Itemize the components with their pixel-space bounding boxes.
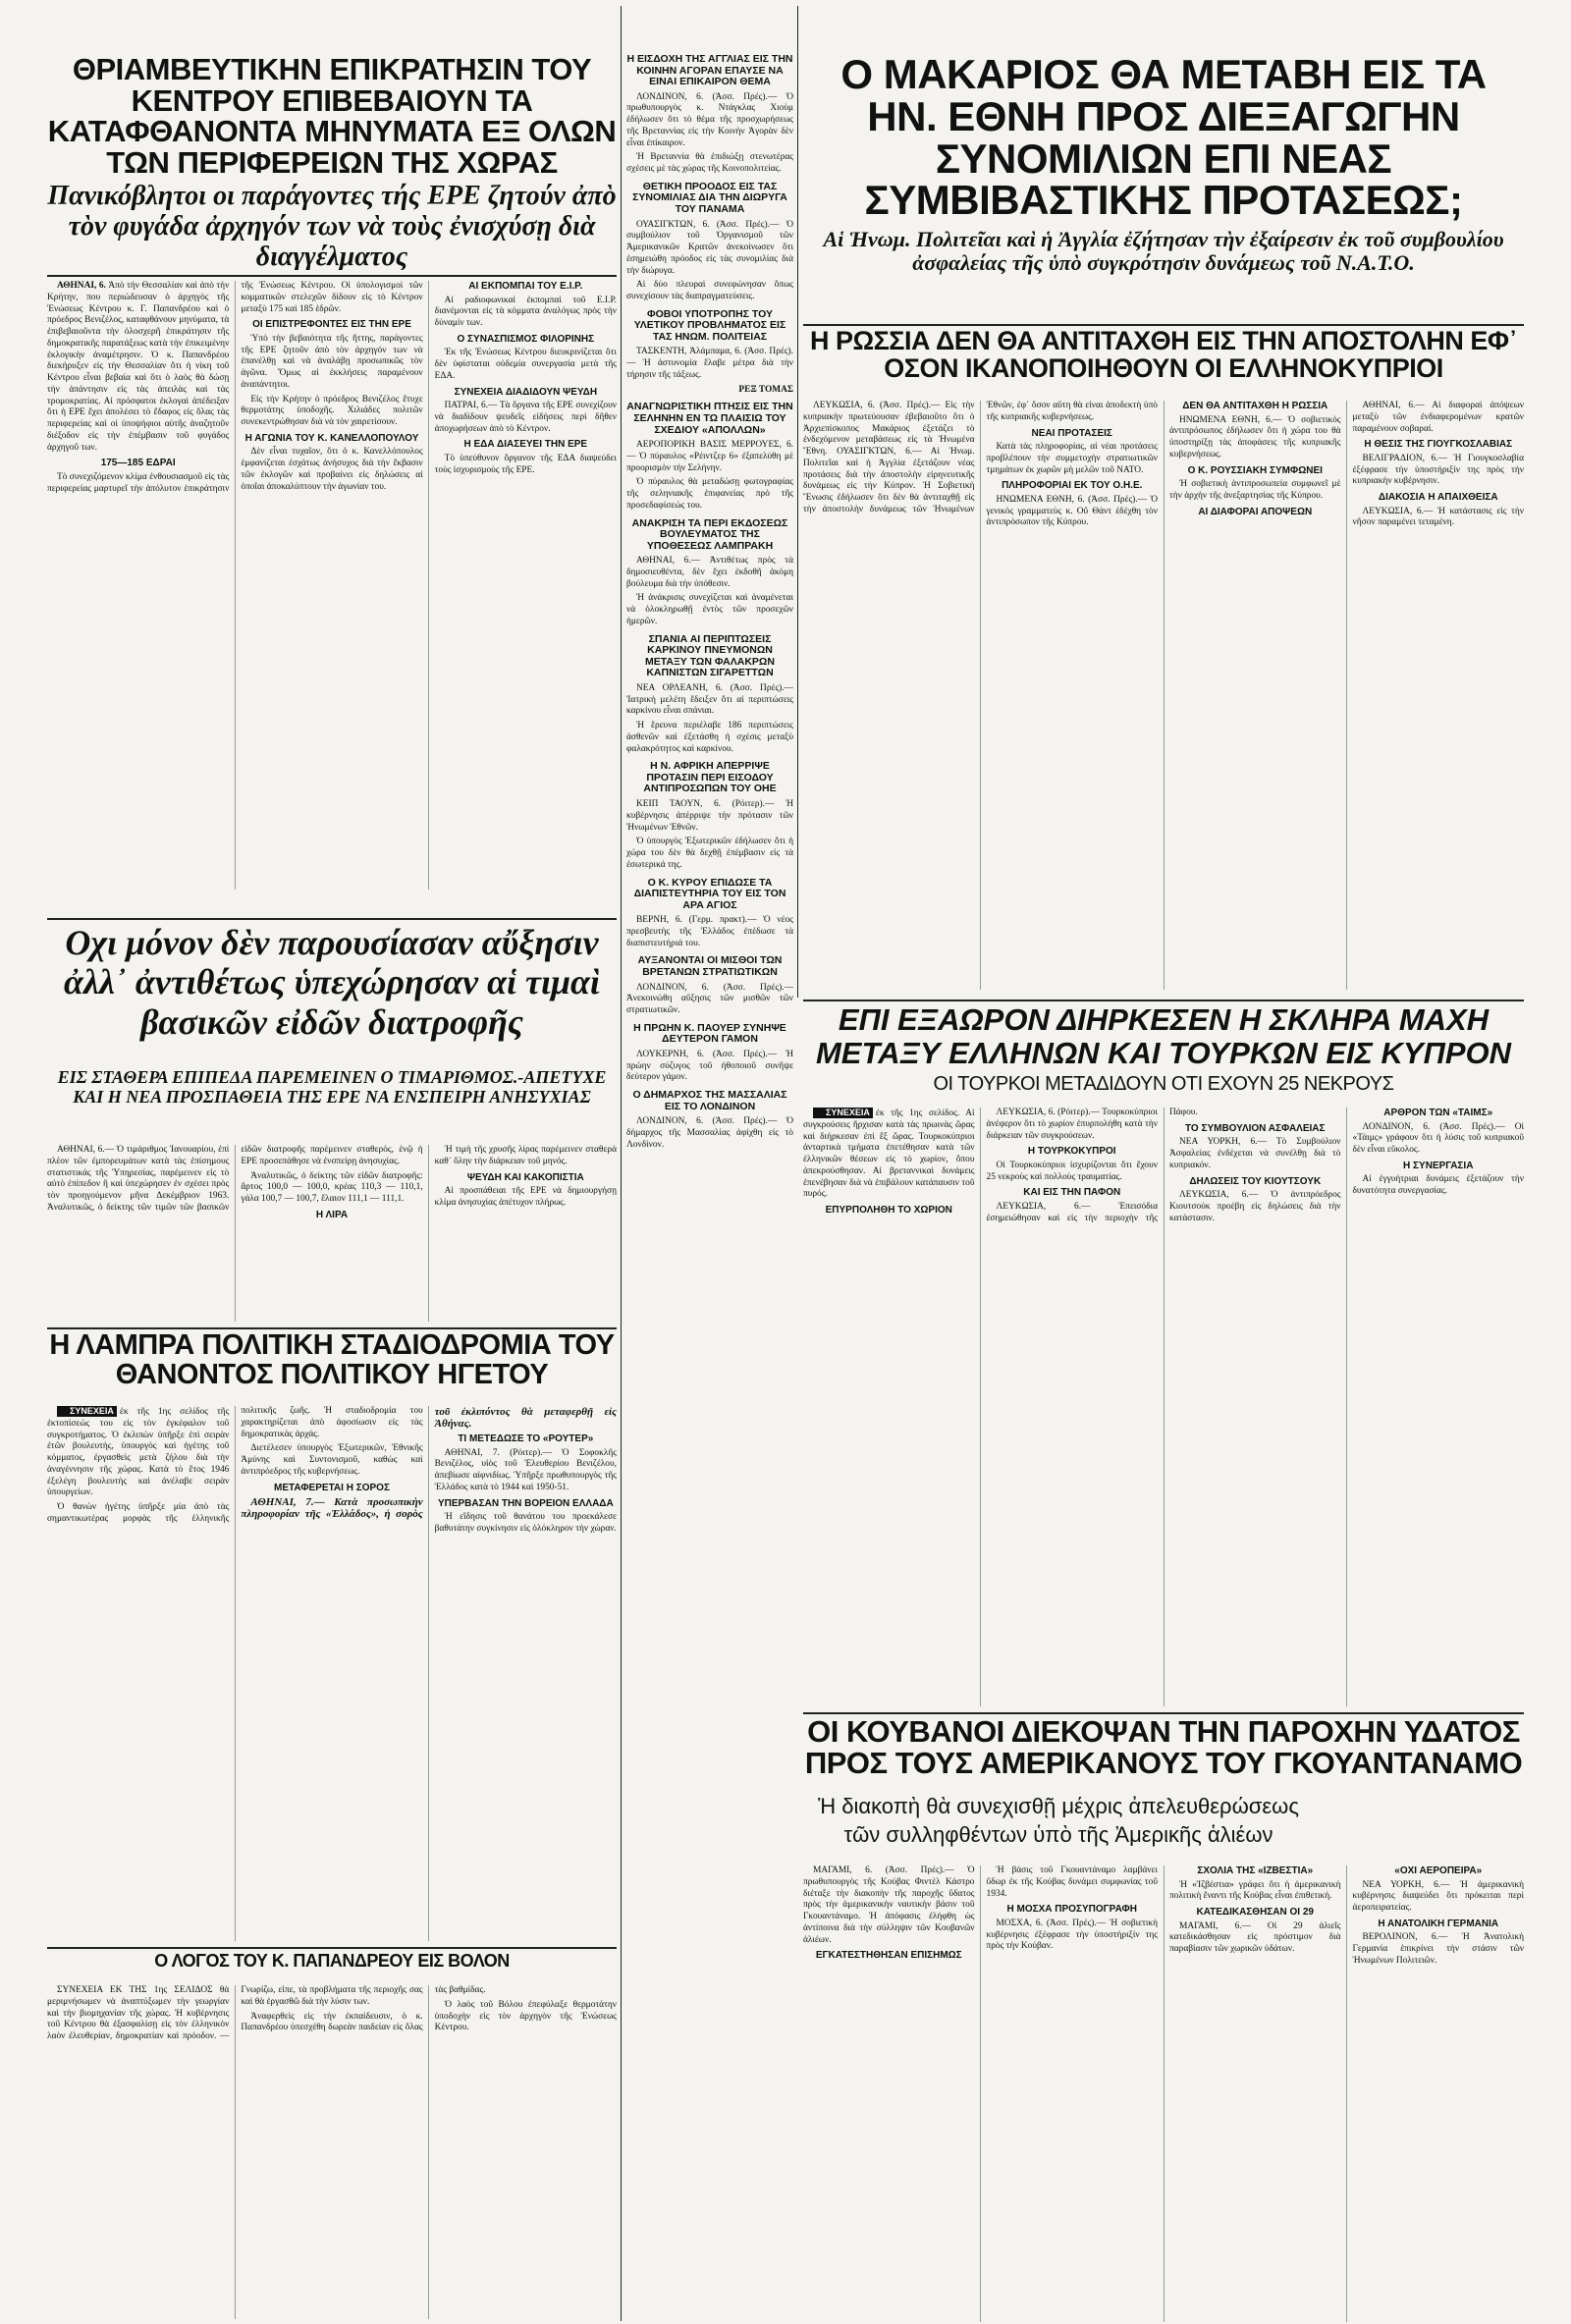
afriki-text: ΚΕΙΠ ΤΑΟΥΝ, 6. (Ρόιτερ).— Ἡ κυβέρνησις ἀπέρριψε τὴν πρότασιν τῶν Ἡνωμένων Ἐθνῶν. [626, 799, 793, 833]
section-heading: ΟΙ ΕΠΙΣΤΡΕΦΟΝΤΕΣ ΕΙΣ ΤΗΝ ΕΡΕ [252, 319, 411, 331]
section-heading: Ο Κ. ΡΟΥΣΣΙΑΚΗ ΣΥΜΦΩΝΕΙ [1187, 464, 1323, 476]
continuation-badge: ΣΥΝΕΧΕΙΑ [57, 1406, 117, 1417]
dimarchos-headline: Ο ΔΗΜΑΡΧΟΣ ΤΗΣ ΜΑΣΣΑΛΙΑΣ ΕΙΣ ΤΟ ΛΟΝΔΙΝΟΝ [632, 1089, 787, 1112]
apollon-text: ΑΕΡΟΠΟΡΙΚΗ ΒΑΣΙΣ ΜΕΡΡΟΥΕΣ, 6.— Ὁ πύραυλος «Ρέιντζερ 6» ἐξαπελύθη μὲ προορισμὸν τὴν Σελήνην. [626, 440, 793, 473]
gamos-headline: Η ΠΡΩΗΝ Κ. ΠΑΟΥΕΡ ΣΥΝΗΨΕ ΔΕΥΤΕΡΟΝ ΓΑΜΟΝ [633, 1021, 786, 1046]
prices-subhead: ΕΙΣ ΣΤΑΘΕΡΑ ΕΠΙΠΕΔΑ ΠΑΡΕΜΕΙΝΕΝ Ο ΤΙΜΑΡΙΘΜΟΣ.-ΑΠΕΤΥΧΕ ΚΑΙ Η ΝΕΑ ΠΡΟΣΠΑΘΕΙΑ ΤΗΣ ΕΡΕ ΝΑ ΕΝΣΠΕΙΡΗ ΑΝΗΣΥΧΙΑΣ [57, 1068, 607, 1107]
section-heading: ΑΙ ΔΙΑΦΟΡΑΙ ΑΠΟΨΕΩΝ [1198, 506, 1313, 517]
divider [47, 918, 617, 920]
lead-story-text: Ἀπὸ τὴν Θεσσαλίαν καὶ ἀπὸ τὴν Κρήτην, που περιώδευσαν ὁ ἀρχηγὸς τῆς Ἐνώσεως Κέντρου κ. Γ. Παπανδρέου καὶ ὁ πρόεδρος Βενιζέλος, καταφθάνουν μηνύματα, τὰ ἐπιβεβαιοῦντα τὴν ὁλοσχερῆ ἐπικράτησιν τῆς δημοκρατικῆς παρατάξεως κατὰ τὴν ἐπικειμένην ἐκλογικὴν ἀναμέτρησιν. Ὁ κ. Παπανδρέου διεκήρυξεν εἰς τὴν Θεσσαλίαν ὅτι ἡ νίκη τοῦ Κέντρου εἶναι βεβαία καὶ ὅτι ὁ λαὸς θὰ δώσῃ τὴν ἀπάντησιν εἰς τὰς ἀπειλὰς καὶ τὰς τρομοκρατίας. Αἱ πρόσφατοι ἐκλογαὶ ἀπέδειξαν ὅτι ἡ ΕΡΕ ἔχει ἀπολέσει τὸ ἔδαφος εἰς ὅλας τὰς περιφερείας καὶ οἱ ὑποψήφιοι αὐτῆς ἀναζητοῦν διέξοδον εἰς τὴν ἐπέμβασιν τοῦ φυγάδος ἀρχηγοῦ των. [47, 281, 230, 453]
cuba-subhead-block [803, 1793, 1314, 1862]
apollon-headline: ΑΝΑΓΝΩΡΙΣΤΙΚΗ ΠΤΗΣΙΣ ΕΙΣ ΤΗΝ ΣΕΛΗΝΗΝ ΕΝ ΤΩ ΠΛΑΙΣΙΩ ΤΟΥ ΣΧΕΔΙΟΥ «ΑΠΟΛΛΩΝ» [626, 401, 793, 436]
kyrou-text: ΒΕΡΝΗ, 6. (Γερμ. πρακτ).— Ὁ νέος πρεσβευτὴς τῆς Ἑλλάδος ἐπέδωσε τὰ διαπιστευτήριά του. [626, 915, 793, 948]
column-rule [621, 6, 622, 2321]
makarios-text: ΛΕΥΚΩΣΙΑ, 6. (Ἀσσ. Πρές).— Εἰς τὴν κυπριακὴν πρωτεύουσαν ἐβεβαιοῦτο ὅτι ὁ Ἀρχιεπίσκοπος Μακάριος ἐξετάζει τὸ ἐνδεχόμενον μεταβάσεως εἰς τὰ Ἡνωμένα Ἔθνη. ΟΥΑΣΙΓΚΤΩΝ, 6.— Αἱ Ἡνωμ. Πολιτεῖαι καὶ ἡ Ἀγγλία ἐξετάζουν νέας προτάσεις διὰ τὴν ἀποστολὴν εἰρηνευτικῆς δυνάμεως εἰς τὴν Κύπρον. Ἡ Σοβιετικὴ Ἕνωσις ἐδήλωσεν ὅτι δὲν θὰ ἀντιταχθῇ εἰς τὴν ἀποστολὴν δυνάμεως τῶν Ἡνωμένων Ἐθνῶν, ἐφ᾽ ὅσον αὕτη θὰ εἶναι ἀποδεκτὴ ὑπὸ τῆς κυπριακῆς κυβερνήσεως. [803, 401, 1158, 514]
makarios-body: ΛΕΥΚΩΣΙΑ, 6. (Ἀσσ. Πρές).— Εἰς τὴν κυπριακὴν πρωτεύουσαν ἐβεβαιοῦτο ὅτι ὁ Ἀρχιεπίσκοπος Μακάριος ἐξετάζει τὸ ἐνδεχόμενον μεταβάσεως εἰς τὰ Ἡνωμένα Ἔθνη. ΟΥΑΣΙΓΚΤΩΝ, 6.— Αἱ Ἡνωμ. Πολιτεῖαι καὶ ἡ Ἀγγλία ἐξετάζουν νέας προτάσεις διὰ τὴν ἀποστολὴν εἰρηνευτικῆς δυνάμεως εἰς τὴν Κύπρον. Ἡ Σοβιετικὴ Ἕνωσις ἐδήλωσεν ὅτι δὲν θὰ ἀντιταχθῇ εἰς τὴν ἀποστολὴν δυνάμεως τῶν Ἡνωμένων Ἐθνῶν, ἐφ᾽ ὅσον αὕτη θὰ εἶναι ἀποδεκτὴ ὑπὸ τῆς κυπριακῆς κυβερνήσεως. ΝΕΑΙ ΠΡΟΤΑΣΕΙΣ Κατὰ τὰς πληροφορίας, αἱ νέαι προτάσεις προβλέπουν τὴν συμμετοχὴν στρατιωτικῶν τμημάτων ἐκ χωρῶν μὴ μελῶν τοῦ ΝΑΤΟ. ΠΛΗΡΟΦΟΡΙΑΙ ΕΚ ΤΟΥ Ο.Η.Ε. ΗΝΩΜΕΝΑ ΕΘΝΗ, 6. (Ἀσσ. Πρές).— Ὁ γενικὸς γραμματεὺς κ. Οὔ Θάντ ἐδέχθη τὸν ἀντιπρόσωπον τῆς Κύπρου. ΔΕΝ ΘΑ ΑΝΤΙΤΑΧΘΗ Η ΡΩΣΣΙΑ ΗΝΩΜΕΝΑ ΕΘΝΗ, 6.— Ὁ σοβιετικὸς ἀντιπρόσωπος ἐδήλωσεν ὅτι ἡ χώρα του θὰ ὑποστηρίξῃ τὰς ἀποφάσεις τῆς κυπριακῆς κυβερνήσεως. Ο Κ. ΡΟΥΣΣΙΑΚΗ ΣΥΜΦΩΝΕΙ Ἡ σοβιετικὴ ἀντιπροσωπεία συμφωνεῖ μὲ τὴν ἀρχὴν τῆς ἀνεξαρτησίας τῆς Κύπρου. ΑΙ ΔΙΑΦΟΡΑΙ ΑΠΟΨΕΩΝ ΑΘΗΝΑΙ, 6.— Αἱ διαφοραὶ ἀπόψεων μεταξὺ τῶν ἐνδιαφερομένων κρατῶν παραμένουν σοβαραί. Η ΘΕΣΙΣ ΤΗΣ ΓΙΟΥΓΚΟΣΛΑΒΙΑΣ ΒΕΛΙΓΡΑΔΙΟΝ, 6.— Ἡ Γιουγκοσλαβία ἐξέφρασε τὴν ὑποστήριξίν της πρὸς τὴν κυπριακὴν κυβέρνησιν. ΔΙΑΚΟΣΙΑ Η ΑΠΑΙΧΘΕΙΣΑ ΛΕΥΚΩΣΙΑ, 6.— Ἡ κατάστασις εἰς τὴν νῆσον παραμένει τεταμένη. [803, 401, 1524, 528]
lead-story-subhead-block [47, 182, 617, 270]
prices-subhead-block [47, 1068, 617, 1142]
kapnos-text: ΝΕΑ ΟΡΛΕΑΝΗ, 6. (Ἀσσ. Πρές).— Ἰατρικὴ μελέτη ἔδειξεν ὅτι αἱ περιπτώσεις καρκίνου εἶναι σπάνιαι. [626, 682, 793, 717]
makarios-subhead: Αἱ Ἡνωμ. Πολιτεῖαι καὶ ἡ Ἀγγλία ἐζήτησαν τὴν ἐξαίρεσιν ἐκ τοῦ συμβουλίου ἀσφαλείας τῆς ὑπὸ συγκρότησιν δυνάμεως τοῦ Ν.Α.Τ.Ο. [823, 228, 1504, 276]
cuba-text: ΜΑΓΑΜΙ, 6. (Ἀσσ. Πρές).— Ὁ πρωθυπουργὸς τῆς Κούβας Φιντὲλ Κάστρο διέταξε τὴν διακοπὴν τῆς παροχῆς ὕδατος πρὸς τὴν ἀμερικανικὴν ναυτικὴν βάσιν τοῦ Γκουαντάναμο. Ἡ ἀπόφασις ἐλήφθη ὡς ἀντίποινα διὰ τὴν σύλληψιν τῶν Κουβανῶν ἁλιέων. [803, 1865, 975, 1945]
lead-story-headline-block [47, 54, 617, 182]
misthoi-headline: ΑΥΞΑΝΟΝΤΑΙ ΟΙ ΜΙΣΘΟΙ ΤΩΝ ΒΡΕΤΑΝΩΝ ΣΤΡΑΤΙΩΤΙΚΩΝ [637, 954, 783, 978]
cyprus-subhead-block [803, 1074, 1524, 1104]
prices-body: ΑΘΗΝΑΙ, 6.— Ὁ τιμάριθμος Ἰανουαρίου, ἐπὶ πλέον τῶν ἐμπορευμάτων κατὰ τὰς ἐπίσημους στατιστικάς τῆς Ὑπηρεσίας, παρέμεινεν εἰς τὸ αὐτὸ ἐπίπεδον ἢ καὶ ὑπεχώρησεν ἐν σχέσει πρὸς τὸν προηγούμενον μῆνα Δεκέμβριον 1963. Ἀναλυτικῶς, ὁ δείκτης τῶν τιμῶν τῶν βασικῶν εἰδῶν διατροφῆς παρέμεινεν σταθερὸς, ἐνῷ ἡ ΕΡΕ προσεπάθησε νὰ ἐνσπείρῃ ἀνησυχίας. Ἀναλυτικῶς, ὁ δείκτης τῶν εἰδῶν διατροφῆς: ἄρτος 100,0 — 100,0, κρέας 110,3 — 110,1, γάλα 100,7 — 100,7, ἔλαιον 111,1 — 111,1. Η ΛΙΡΑ Ἡ τιμὴ τῆς χρυσῆς λίρας παρέμεινεν σταθερὰ καθ᾽ ὅλην τὴν διάρκειαν τοῦ μηνός. ΨΕΥΔΗ ΚΑΙ ΚΑΚΟΠΙΣΤΙΑ Αἱ προσπάθειαι τῆς ΕΡΕ νὰ δημιουργήσῃ κλίμα ἀνησυχίας ἀπέτυχον πλήρως. [47, 1145, 617, 1220]
middle-column: Η ΕΙΣΔΟΧΗ ΤΗΣ ΑΓΓΛΙΑΣ ΕΙΣ ΤΗΝ ΚΟΙΝΗΝ ΑΓΟΡΑΝ ΕΠΑΥΣΕ ΝΑ ΕΙΝΑΙ ΕΠΙΚΑΙΡΟΝ ΘΕΜΑ ΛΟΝΔΙΝΟΝ, 6. (Ἀσσ. Πρές).— Ὁ πρωθυπουργὸς κ. Ντάγκλας Χιοὺμ ἐδήλωσεν ὅτι τὸ θέμα τῆς προσχωρήσεως τῆς Βρεταννίας εἰς τὴν Κοινὴν Ἀγορὰν δὲν εἶναι ἐπίκαιρον. Ἡ Βρεταννία θὰ ἐπιδιώξῃ στενωτέρας σχέσεις μὲ τὰς χώρας τῆς Κοινοπολιτείας. ΘΕΤΙΚΗ ΠΡΟΟΔΟΣ ΕΙΣ ΤΑΣ ΣΥΝΟΜΙΛΙΑΣ ΔΙΑ ΤΗΝ ΔΙΩΡΥΓΑ ΤΟΥ ΠΑΝΑΜΑ ΟΥΑΣΙΓΚΤΩΝ, 6. (Ἀσσ. Πρές).— Ὁ συμβούλιον τοῦ Ὀργανισμοῦ τῶν Ἀμερικανικῶν Κρατῶν ἀνεκοίνωσεν ὅτι ἐσημειώθη πρόοδος εἰς τὰς συνομιλίας διὰ τὴν διώρυγα. Αἱ δύο πλευραὶ συνεφώνησαν ὅπως συνεχίσουν τὰς διαπραγματεύσεις. ΦΟΒΟΙ ΥΠΟΤΡΟΠΗΣ ΤΟΥ ΥΛΕΤΙΚΟΥ ΠΡΟΒΛΗΜΑΤΟΣ ΕΙΣ ΤΑΣ ΗΝΩΜ. ΠΟΛΙΤΕΙΑΣ ΤΑΣΚΕΝΤΗ, Ἀλάμπαμα, 6. (Ἀσσ. Πρές).— Ἡ ἀστυνομία ἔλαβε μέτρα διὰ τὴν τήρησιν τῆς τάξεως. ΡΕΞ ΤΟΜΑΣ ΑΝΑΓΝΩΡΙΣΤΙΚΗ ΠΤΗΣΙΣ ΕΙΣ ΤΗΝ ΣΕΛΗΝΗΝ ΕΝ ΤΩ ΠΛΑΙΣΙΩ ΤΟΥ ΣΧΕΔΙΟΥ «ΑΠΟΛΛΩΝ» ΑΕΡΟΠΟΡΙΚΗ ΒΑΣΙΣ ΜΕΡΡΟΥΕΣ, 6.— Ὁ πύραυλος «Ρέιντζερ 6» ἐξαπελύθη μὲ προορισμὸν τὴν Σελήνην. Ὁ πύραυλος θὰ μεταδώσῃ φωτογραφίας τῆς σεληνιακῆς ἐπιφανείας πρὸ τῆς προσεδαφίσεώς του. ΑΝΑΚΡΙΣΗ ΤΑ ΠΕΡΙ ΕΚΔΟΣΕΩΣ ΒΟΥΛΕΥΜΑΤΟΣ ΤΗΣ ΥΠΟΘΕΣΕΩΣ ΛΑΜΠΡΑΚΗ ΑΘΗΝΑΙ, 6.— Ἀντιθέτως πρὸς τὰ δημοσιευθέντα, δὲν ἔχει ἐκδοθῆ ἀκόμη βούλευμα διὰ τὴν ὑπόθεσιν. Ἡ ἀνάκρισις συνεχίζεται καὶ ἀναμένεται νὰ ὁλοκληρωθῇ ἐντὸς τῶν προσεχῶν ἡμερῶν. ΣΠΑΝΙΑ ΑΙ ΠΕΡΙΠΤΩΣΕΙΣ ΚΑΡΚΙΝΟΥ ΠΝΕΥΜΟΝΩΝ ΜΕΤΑΞΥ ΤΩΝ ΦΑΛΑΚΡΩΝ ΚΑΠΝΙΣΤΩΝ ΣΙΓΑΡΕΤΤΩΝ ΝΕΑ ΟΡΛΕΑΝΗ, 6. (Ἀσσ. Πρές).— Ἰατρικὴ μελέτη ἔδειξεν ὅτι αἱ περιπτώσεις καρκίνου εἶναι σπάνιαι. Ἡ ἔρευνα περιέλαβε 186 περιπτώσεις ἀσθενῶν καὶ ἐξετάσθη ἡ σχέσις μεταξὺ φαλακρότητος καὶ καρκίνου. Η Ν. ΑΦΡΙΚΗ ΑΠΕΡΡΙΨΕ ΠΡΟΤΑΣΙΝ ΠΕΡΙ ΕΙΣΟΔΟΥ ΑΝΤΙΠΡΟΣΩΠΩΝ ΤΟΥ ΟΗΕ ΚΕΙΠ ΤΑΟΥΝ, 6. (Ρόιτερ).— Ἡ κυβέρνησις ἀπέρριψε τὴν πρότασιν τῶν Ἡνωμένων Ἐθνῶν. Ὁ ὑπουργὸς Ἐξωτερικῶν ἐδήλωσεν ὅτι ἡ χώρα του δὲν θὰ δεχθῇ ἐπέμβασιν εἰς τὰ ἐσωτερικά της. Ο Κ. ΚΥΡΟΥ ΕΠΙΔΩΣΕ ΤΑ ΔΙΑΠΙΣΤΕΥΤΗΡΙΑ ΤΟΥ ΕΙΣ ΤΟΝ ΑΡΑ ΑΓΙΟΣ ΒΕΡΝΗ, 6. (Γερμ. πρακτ).— Ὁ νέος πρεσβευτὴς τῆς Ἑλλάδος ἐπέδωσε τὰ διαπιστευτήριά του. ΑΥΞΑΝΟΝΤΑΙ ΟΙ ΜΙΣΘΟΙ ΤΩΝ ΒΡΕΤΑΝΩΝ ΣΤΡΑΤΙΩΤΙΚΩΝ ΛΟΝΔΙΝΟΝ, 6. (Ἀσσ. Πρές).— Ἀνεκοινώθη αὔξησις τῶν μισθῶν τῶν στρατιωτικῶν. Η ΠΡΩΗΝ Κ. ΠΑΟΥΕΡ ΣΥΝΗΨΕ ΔΕΥΤΕΡΟΝ ΓΑΜΟΝ ΛΟΥΚΕΡΝΗ, 6. (Ἀσσ. Πρές).— Ἡ πρώην σύζυγος τοῦ ἠθοποιοῦ συνῆψε δεύτερον γάμον. Ο ΔΗΜΑΡΧΟΣ ΤΗΣ ΜΑΣΣΑΛΙΑΣ ΕΙΣ ΤΟ ΛΟΝΔΙΝΟΝ ΛΟΝΔΙΝΟΝ, 6. (Ἀσσ. Πρές).— Ὁ δήμαρχος τῆς Μασσαλίας ἀφίχθη εἰς τὸ Λονδίνον. [626, 54, 793, 1150]
cyprus-text: ἐκ τῆς 1ης σελίδος. Αἱ συγκρούσεις ἤρχισαν κατὰ τὰς πρωινὰς ὥρας καὶ διήρκεσαν ἐπὶ ἓξ ὥρας. Τουρκοκύπριοι ἀνταρτικὰ τμήματα ἐπετέθησαν κατὰ τῶν ἑλληνικῶν θέσεων εἰς τὸ χωρίον, ὅπου ἀπεκρούσθησαν. Αἱ βρεταννικαὶ δυνάμεις ἐπενέβησαν διὰ νὰ ἐπιβάλουν κατάπαυσιν τοῦ πυρός. [803, 1108, 975, 1200]
russia-headline-block [803, 328, 1524, 397]
divider [803, 324, 1524, 326]
panama-headline: ΘΕΤΙΚΗ ΠΡΟΟΔΟΣ ΕΙΣ ΤΑΣ ΣΥΝΟΜΙΛΙΑΣ ΔΙΑ ΤΗΝ ΔΙΩΡΥΓΑ ΤΟΥ ΠΑΝΑΜΑ [632, 180, 787, 215]
dimarchos-text: ΛΟΝΔΙΝΟΝ, 6. (Ἀσσ. Πρές).— Ὁ δήμαρχος τῆς Μασσαλίας ἀφίχθη εἰς τὸ Λονδίνον. [626, 1116, 793, 1150]
cyprus-body: ΣΥΝΕΧΕΙΑ ἐκ τῆς 1ης σελίδος. Αἱ συγκρούσεις ἤρχισαν κατὰ τὰς πρωινὰς ὥρας καὶ διήρκεσαν ἐπὶ ἓξ ὥρας. Τουρκοκύπριοι ἀνταρτικὰ τμήματα ἐπετέθησαν κατὰ τῶν ἑλληνικῶν θέσεων εἰς τὸ χωρίον, ὅπου ἀπεκρούσθησαν. Αἱ βρεταννικαὶ δυνάμεις ἐπενέβησαν διὰ νὰ ἐπιβάλουν κατάπαυσιν τοῦ πυρός. ΕΠΥΡΠΟΛΗΘΗ ΤΟ ΧΩΡΙΟΝ ΛΕΥΚΩΣΙΑ, 6. (Ρόιτερ).— Τουρκοκύπριοι ἀνέφερον ὅτι τὸ χωρίον ἐπυρπολήθη κατὰ τὴν διάρκειαν τῶν συγκρούσεων. Η ΤΟΥΡΚΟΚΥΠΡΟΙ Οἱ Τουρκοκύπριοι ἰσχυρίζονται ὅτι ἔχουν 25 νεκροὺς καὶ πολλοὺς τραυματίας. ΚΑΙ ΕΙΣ ΤΗΝ ΠΑΦΟΝ ΛΕΥΚΩΣΙΑ, 6.— Ἐπεισόδια ἐσημειώθησαν καὶ εἰς τὴν περιοχὴν τῆς Πάφου. ΤΟ ΣΥΜΒΟΥΛΙΟΝ ΑΣΦΑΛΕΙΑΣ ΝΕΑ ΥΟΡΚΗ, 6.— Τὸ Συμβούλιον Ἀσφαλείας ἐνδέχεται νὰ συνέλθῃ διὰ τὸ κυπριακόν. ΔΗΛΩΣΕΙΣ ΤΟΥ ΚΙΟΥΤΣΟΥΚ ΛΕΥΚΩΣΙΑ, 6.— Ὁ ἀντιπρόεδρος Κιουτσούκ προέβη εἰς δηλώσεις διὰ τὴν κατάστασιν. ΑΡΘΡΟΝ ΤΩΝ «ΤΑΙΜΣ» ΛΟΝΔΙΝΟΝ, 6. (Ἀσσ. Πρές).— Οἱ «Τάιμς» γράφουν ὅτι ἡ λύσις τοῦ κυπριακοῦ δὲν εἶναι εὔκολος. Η ΣΥΝΕΡΓΑΣΙΑ Αἱ ἐγγυήτριαι δυνάμεις ἐξετάζουν τὴν δυνατότητα συνεργασίας. [803, 1108, 1524, 1223]
section-heading: ΜΕΤΑΦΕΡΕΤΑΙ Η ΣΟΡΟΣ [274, 1482, 390, 1493]
section-heading: Η ΑΝΑΤΟΛΙΚΗ ΓΕΡΜΑΝΙΑ [1378, 1918, 1499, 1929]
section-heading: ΑΙ ΕΚΠΟΜΠΑΙ ΤΟΥ Ε.Ι.Ρ. [468, 281, 583, 292]
lambraki-headline: ΑΝΑΚΡΙΣΗ ΤΑ ΠΕΡΙ ΕΚΔΟΣΕΩΣ ΒΟΥΛΕΥΜΑΤΟΣ ΤΗΣ ΥΠΟΘΕΣΕΩΣ ΛΑΜΠΡΑΚΗ [631, 516, 788, 552]
metafora-text: ΑΘΗΝΑΙ, 7.— Κατὰ προσωπικὴν πληροφορίαν τῆς «Ἑλλάδος», ἡ σορὸς τοῦ ἐκλιπόντος θὰ μεταφερθῇ εἰς Ἀθήνας. [241, 1406, 617, 1521]
cyprus-headline-block [803, 1003, 1524, 1072]
section-heading: Η ΤΟΥΡΚΟΚΥΠΡΟΙ [1027, 1146, 1116, 1158]
prices-headline-block [47, 923, 617, 1065]
makarios-headline-block [803, 54, 1524, 226]
kyrou-headline: Ο Κ. ΚΥΡΟΥ ΕΠΙΔΩΣΕ ΤΑ ΔΙΑΠΙΣΤΕΥΤΗΡΙΑ ΤΟΥ ΕΙΣ ΤΟΝ ΑΡΑ ΑΓΙΟΣ [633, 876, 786, 911]
cyprus-headline: ΕΠΙ ΕΞΑΩΡΟΝ ΔΙΗΡΚΕΣΕΝ Η ΣΚΛΗΡΑ ΜΑΧΗ ΜΕΤΑΞΥ ΕΛΛΗΝΩΝ ΚΑΙ ΤΟΥΡΚΩΝ ΕΙΣ ΚΥΠΡΟΝ [815, 1003, 1512, 1071]
section-heading: ΕΓΚΑΤΕΣΤΗΘΗΣΑΝ ΕΠΙΣΗΜΩΣ [815, 1950, 962, 1962]
dateline: ΑΘΗΝΑΙ, 6. [57, 281, 106, 291]
section-heading: ΔΗΛΩΣΕΙΣ ΤΟΥ ΚΙΟΥΤΣΟΥΚ [1189, 1175, 1322, 1187]
fobos-headline: ΦΟΒΟΙ ΥΠΟΤΡΟΠΗΣ ΤΟΥ ΥΛΕΤΙΚΟΥ ΠΡΟΒΛΗΜΑΤΟΣ ΕΙΣ ΤΑΣ ΗΝΩΜ. ΠΟΛΙΤΕΙΑΣ [633, 307, 786, 343]
cuba-headline: ΟΙ ΚΟΥΒΑΝΟΙ ΔΙΕΚΟΨΑΝ ΤΗΝ ΠΑΡΟΧΗΝ ΥΔΑΤΟΣ ΠΡΟΣ ΤΟΥΣ ΑΜΕΡΙΚΑΝΟΥΣ ΤΟΥ ΓΚΟΥΑΝΤΑΝΑΜΟ [804, 1716, 1523, 1780]
section-heading: 175—185 ΕΔΡΑΙ [100, 458, 176, 469]
section-heading: ΥΠΕΡΒΑΣΑΝ ΤΗΝ ΒΟΡΕΙΟΝ ΕΛΛΑΔΑ [437, 1497, 614, 1509]
career-headline-block [47, 1331, 617, 1402]
cuba-body: ΜΑΓΑΜΙ, 6. (Ἀσσ. Πρές).— Ὁ πρωθυπουργὸς τῆς Κούβας Φιντὲλ Κάστρο διέταξε τὴν διακοπὴν τῆς παροχῆς ὕδατος πρὸς τὴν ἀμερικανικὴν ναυτικὴν βάσιν τοῦ Γκουαντάναμο. Ἡ ἀπόφασις ἐλήφθη ὡς ἀντίποινα διὰ τὴν σύλληψιν τῶν Κουβανῶν ἁλιέων. ΕΓΚΑΤΕΣΤΗΘΗΣΑΝ ΕΠΙΣΗΜΩΣ Ἡ βάσις τοῦ Γκουαντάναμο λαμβάνει ὕδωρ ἐκ τῆς Κούβας δυνάμει συμφωνίας τοῦ 1934. Η ΜΟΣΧΑ ΠΡΟΣΥΠΟΓΡΑΦΗ ΜΟΣΧΑ, 6. (Ἀσσ. Πρές).— Ἡ σοβιετικὴ κυβέρνησις ἐξέφρασε τὴν ὑποστήριξίν της πρὸς τὴν Κούβαν. ΣΧΟΛΙΑ ΤΗΣ «ΙΖΒΕΣΤΙΑ» Ἡ «Ἰζβέστια» γράφει ὅτι ἡ ἀμερικανικὴ πολιτικὴ ἔναντι τῆς Κούβας εἶναι ἐπιθετική. ΚΑΤΕΔΙΚΑΣΘΗΣΑΝ ΟΙ 29 ΜΑΓΑΜΙ, 6.— Οἱ 29 ἁλιεῖς κατεδικάσθησαν εἰς πρόστιμον διὰ παραβίασιν τῶν χωρικῶν ὑδάτων. «ΟΧΙ ΑΕΡΟΠΕΙΡΑ» ΝΕΑ ΥΟΡΚΗ, 6.— Ἡ ἀμερικανικὴ κυβέρνησις διαψεύδει ὅτι πρόκειται περὶ ἀεροπειρατείας. Η ΑΝΑΤΟΛΙΚΗ ΓΕΡΜΑΝΙΑ ΒΕΡΟΛΙΝΟΝ, 6.— Ἡ Ἀνατολικὴ Γερμανία ἐπικρίνει τὴν στάσιν τῶν Ἡνωμένων Πολιτειῶν. [803, 1865, 1524, 1966]
section-heading: ΔΕΝ ΘΑ ΑΝΤΙΤΑΧΘΗ Η ΡΩΣΣΙΑ [1182, 401, 1328, 411]
section-heading: ΝΕΑΙ ΠΡΟΤΑΣΕΙΣ [1031, 427, 1112, 439]
speech-headline-block [47, 1952, 617, 1981]
section-heading: ΣΥΝΕΧΕΙΑ ΔΙΑΔΙΔΟΥΝ ΨΕΥΔΗ [454, 386, 598, 398]
divider [47, 275, 617, 277]
speech-body: ΣΥΝΕΧΕΙΑ ΕΚ ΤΗΣ 1ης ΣΕΛΙΔΟΣ θὰ μεριμνήσωμεν νὰ ἀναπτύξωμεν τὴν γεωργίαν καὶ τὴν βιομηχανίαν τῆς χώρας. Ἡ κυβέρνησις τοῦ Κέντρου θὰ ἐξασφαλίσῃ εἰς τὸν ἑλληνικὸν λαὸν ἐλευθερίαν, δημοκρατίαν καὶ πρόοδον. —Γνωρίζω, εἶπε, τὰ προβλήματα τῆς περιοχῆς σας καὶ θὰ ἐργασθῶ διὰ τὴν λύσιν των. Ἀναφερθεὶς εἰς τὴν ἐκπαίδευσιν, ὁ κ. Παπανδρέου ὑπεσχέθη δωρεὰν παιδείαν εἰς ὅλας τὰς βαθμίδας. Ὁ λαὸς τοῦ Βόλου ἐπεφύλαξε θερμοτάτην ὑποδοχὴν εἰς τὸν ἀρχηγὸν τῆς Ἐνώσεως Κέντρου. [47, 1985, 617, 2041]
agora-text: ΛΟΝΔΙΝΟΝ, 6. (Ἀσσ. Πρές).— Ὁ πρωθυπουργὸς κ. Ντάγκλας Χιοὺμ ἐδήλωσεν ὅτι τὸ θέμα τῆς προσχωρήσεως τῆς Βρεταννίας εἰς τὴν Κοινὴν Ἀγορὰν δὲν εἶναι ἐπίκαιρον. [626, 91, 793, 148]
divider [47, 1327, 617, 1329]
fobos-text: ΤΑΣΚΕΝΤΗ, Ἀλάμπαμα, 6. (Ἀσσ. Πρές).— Ἡ ἀστυνομία ἔλαβε μέτρα διὰ τὴν τήρησιν τῆς τάξεως. [626, 347, 793, 380]
section-heading: Η ΜΟΣΧΑ ΠΡΟΣΥΠΟΓΡΑΦΗ [1006, 1904, 1137, 1916]
divider [803, 1000, 1524, 1001]
section-heading: ΕΠΥΡΠΟΛΗΘΗ ΤΟ ΧΩΡΙΟΝ [825, 1205, 952, 1216]
russia-headline: Η ΡΩΣΣΙΑ ΔΕΝ ΘΑ ΑΝΤΙΤΑΧΘΗ ΕΙΣ ΤΗΝ ΑΠΟΣΤΟΛΗΝ ΕΦ᾽ ΟΣΟΝ ΙΚΑΝΟΠΟΙΗΘΟΥΝ ΟΙ ΕΛΛΗΝΟΚΥΠΡΙΟΙ [809, 328, 1518, 383]
section-heading: «ΟΧΙ ΑΕΡΟΠΕΙΡΑ» [1394, 1865, 1483, 1876]
lead-story-body: ΑΘΗΝΑΙ, 6. Ἀπὸ τὴν Θεσσαλίαν καὶ ἀπὸ τὴν Κρήτην, που περιώδευσαν ὁ ἀρχηγὸς τῆς Ἐνώσεως Κέντρου κ. Γ. Παπανδρέου καὶ ὁ πρόεδρος Βενιζέλος, καταφθάνουν μηνύματα, τὰ ἐπιβεβαιοῦντα τὴν ὁλοσχερῆ ἐπικράτησιν τῆς δημοκρατικῆς παρατάξεως κατὰ τὴν ἐπικειμένην ἐκλογικὴν ἀναμέτρησιν. Ὁ κ. Παπανδρέου διεκήρυξεν εἰς τὴν Θεσσαλίαν ὅτι ἡ νίκη τοῦ Κέντρου εἶναι βεβαία καὶ ὅτι ὁ λαὸς θὰ δώσῃ τὴν ἀπάντησιν εἰς τὰς ἀπειλὰς καὶ τὰς τρομοκρατίας. Αἱ πρόσφατοι ἐκλογαὶ ἀπέδειξαν ὅτι ἡ ΕΡΕ ἔχει ἀπολέσει τὸ ἔδαφος εἰς ὅλας τὰς περιφερείας καὶ οἱ ὑποψήφιοι αὐτῆς ἀναζητοῦν διέξοδον εἰς τὴν ἐπέμβασιν τοῦ φυγάδος ἀρχηγοῦ των. 175—185 ΕΔΡΑΙ Τὸ συνεχιζόμενον κλίμα ἐνθουσιασμοῦ εἰς τὰς περιφερείας μαρτυρεῖ τὴν ἀπόλυτον ἐπικράτησιν τῆς Ἐνώσεως Κέντρου. Οἱ ὑπολογισμοὶ τῶν κομματικῶν στελεχῶν δίδουν εἰς τὸ Κέντρον μεταξὺ 175 καὶ 185 ἑδρῶν. ΟΙ ΕΠΙΣΤΡΕΦΟΝΤΕΣ ΕΙΣ ΤΗΝ ΕΡΕ Ὑπὸ τὴν βεβαιότητα τῆς ἥττης, παράγοντες τῆς ΕΡΕ ζητοῦν ἀπὸ τὸν ἀρχηγόν των νὰ ἐπανέλθῃ καὶ νὰ ἀναλάβῃ προσωπικῶς τὸν ἀγῶνα. Ὅμως αἱ ἐκκλήσεις παραμένουν ἀναπάντητοι. Εἰς τὴν Κρήτην ὁ πρόεδρος Βενιζέλος ἔτυχε θερμοτάτης ὑποδοχῆς. Χιλιάδες πολιτῶν συνεκεντρώθησαν διὰ νὰ τὸν χαιρετίσουν. Η ΑΓΩΝΙΑ ΤΟΥ Κ. ΚΑΝΕΛΛΟΠΟΥΛΟΥ Δὲν εἶναι τυχαῖον, ὅτι ὁ κ. Κανελλόπουλος ἐμφανίζεται ἐσχάτως ἀνήσυχος διὰ τὴν ἔκβασιν τῶν ἐκλογῶν καὶ προβαίνει εἰς δηλώσεις αἱ ὁποῖαι ἀποκαλύπτουν τὴν ἀγωνίαν του. ΑΙ ΕΚΠΟΜΠΑΙ ΤΟΥ Ε.Ι.Ρ. Αἱ ραδιοφωνικαὶ ἐκπομπαὶ τοῦ Ε.Ι.Ρ. διανέμονται εἰς τὰ κόμματα ἀναλόγως πρὸς τὴν δύναμίν των. Ο ΣΥΝΑΣΠΙΣΜΟΣ ΦΙΛΟΡΙΝΗΣ Ἐκ τῆς Ἐνώσεως Κέντρου διευκρινίζεται ὅτι δὲν ὑφίσταται οὐδεμία συνεργασία μετὰ τῆς ΕΔΑ. ΣΥΝΕΧΕΙΑ ΔΙΑΔΙΔΟΥΝ ΨΕΥΔΗ ΠΑΤΡΑΙ, 6.— Τὰ ὄργανα τῆς ΕΡΕ συνεχίζουν νὰ διαδίδουν ψευδεῖς εἰδήσεις περὶ δῆθεν ἀποχωρήσεων ἀπὸ τὸ Κέντρον. Η ΕΔΑ ΔΙΑΣΕΥΕΙ ΤΗΝ ΕΡΕ Τὸ ὑπεύθυνον ὄργανον τῆς ΕΔΑ διαψεύδει τοὺς ἰσχυρισμοὺς τῆς ΕΡΕ. [47, 281, 617, 494]
section-heading: ΚΑΤΕΔΙΚΑΣΘΗΣΑΝ ΟΙ 29 [1196, 1907, 1314, 1918]
section-heading: Η ΑΓΩΝΙΑ ΤΟΥ Κ. ΚΑΝΕΛΛΟΠΟΥΛΟΥ [244, 432, 419, 444]
continuation-badge: ΣΥΝΕΧΕΙΑ [813, 1108, 873, 1118]
lambraki-text: ΑΘΗΝΑΙ, 6.— Ἀντιθέτως πρὸς τὰ δημοσιευθέντα, δὲν ἔχει ἐκδοθῆ ἀκόμη βούλευμα διὰ τὴν ὑπόθεσιν. [626, 556, 793, 589]
section-heading: Η ΛΙΡΑ [315, 1209, 349, 1220]
cuba-headline-block [803, 1716, 1524, 1790]
career-body: ΣΥΝΕΧΕΙΑ ἐκ τῆς 1ης σελίδος τῆς ἐκτοπίσεώς του εἰς τὸν ἐγκέφαλον τοῦ συγκροτήματος. Ὁ ἐκλιπὼν ὑπῆρξε ἐπὶ σειρὰν ἐτῶν βουλευτὴς, ὑπουργὸς καὶ ἡγέτης τοῦ κόμματος, ἐργασθεὶς μετὰ ζήλου διὰ τὴν ἀναγέννησιν τῆς χώρας. Κατὰ τὸ ἔτος 1946 ἐξελέγη βουλευτὴς καὶ ἀνέλαβε σειρὰν ὑπουργείων. Ὁ θανὼν ἡγέτης ὑπῆρξε μία ἀπὸ τὰς σημαντικωτέρας μορφὰς τῆς ἑλληνικῆς πολιτικῆς ζωῆς. Ἡ σταδιοδρομία του χαρακτηρίζεται ἀπὸ ἀφοσίωσιν εἰς τὰς δημοκρατικὰς ἀρχάς. Διετέλεσεν ὑπουργὸς Ἐξωτερικῶν, Ἐθνικῆς Ἀμύνης καὶ Συντονισμοῦ, καθὼς καὶ ἀντιπρόεδρος τῆς κυβερνήσεως. ΜΕΤΑΦΕΡΕΤΑΙ Η ΣΟΡΟΣ ΑΘΗΝΑΙ, 7.— Κατὰ προσωπικὴν πληροφορίαν τῆς «Ἑλλάδος», ἡ σορὸς τοῦ ἐκλιπόντος θὰ μεταφερθῇ εἰς Ἀθήνας. ΤΙ ΜΕΤΕΔΩΣΕ ΤΟ «ΡΟΥΤΕΡ» ΑΘΗΝΑΙ, 7. (Ρόιτερ).— Ὁ Σοφοκλῆς Βενιζέλος, υἱὸς τοῦ Ἐλευθερίου Βενιζέλου, ἀπεβίωσε αἰφνιδίως. Ὑπῆρξε πρωθυπουργὸς τῆς Ἑλλάδος κατὰ τὸ 1944 καὶ 1950-51. ΥΠΕΡΒΑΣΑΝ ΤΗΝ ΒΟΡΕΙΟΝ ΕΛΛΑΔΑ Ἡ εἴδησις τοῦ θανάτου του προεκάλεσε βαθυτάτην συγκίνησιν εἰς ὁλόκληρον τὴν χώραν. [47, 1406, 617, 1534]
section-heading: Η ΣΥΝΕΡΓΑΣΙΑ [1403, 1160, 1474, 1171]
cuba-subhead: Ἡ διακοπὴ θὰ συνεχισθῇ μέχρις ἀπελευθερώσεως τῶν συλληφθέντων ὑπὸ τῆς Ἀμερικῆς ἁλιέων [818, 1794, 1299, 1847]
cyprus-subhead: ΟΙ ΤΟΥΡΚΟΙ ΜΕΤΑΔΙΔΟΥΝ ΟΤΙ ΕΧΟΥΝ 25 ΝΕΚΡΟΥΣ [933, 1074, 1394, 1095]
section-heading: ΠΛΗΡΟΦΟΡΙΑΙ ΕΚ ΤΟΥ Ο.Η.Ε. [1002, 480, 1143, 492]
speech-headline: Ο ΛΟΓΟΣ ΤΟΥ Κ. ΠΑΠΑΝΔΡΕΟΥ ΕΙΣ ΒΟΛΟΝ [154, 1952, 510, 1971]
section-heading: Η ΘΕΣΙΣ ΤΗΣ ΓΙΟΥΓΚΟΣΛΑΒΙΑΣ [1364, 439, 1513, 451]
section-heading: ΣΧΟΛΙΑ ΤΗΣ «ΙΖΒΕΣΤΙΑ» [1197, 1865, 1314, 1876]
speech-text: ΣΥΝΕΧΕΙΑ ΕΚ ΤΗΣ 1ης ΣΕΛΙΔΟΣ θὰ μεριμνήσωμεν νὰ ἀναπτύξωμεν τὴν γεωργίαν καὶ τὴν βιομηχανίαν τῆς χώρας. Ἡ κυβέρνησις τοῦ Κέντρου θὰ ἐξασφαλίσῃ εἰς τὸν ἑλληνικὸν λαὸν ἐλευθερίαν, δημοκρατίαν καὶ πρόοδον. —Γνωρίζω, εἶπε, τὰ προβλήματα τῆς περιοχῆς σας καὶ θὰ ἐργασθῶ διὰ τὴν λύσιν των. [47, 1985, 423, 2041]
kapnos-headline: ΣΠΑΝΙΑ ΑΙ ΠΕΡΙΠΤΩΣΕΙΣ ΚΑΡΚΙΝΟΥ ΠΝΕΥΜΟΝΩΝ ΜΕΤΑΞΥ ΤΩΝ ΦΑΛΑΚΡΩΝ ΚΑΠΝΙΣΤΩΝ ΣΙΓΑΡΕΤΤΩΝ [645, 632, 775, 679]
column-rule [797, 6, 798, 998]
career-headline: Η ΛΑΜΠΡΑ ΠΟΛΙΤΙΚΗ ΣΤΑΔΙΟΔΡΟΜΙΑ ΤΟΥ ΘΑΝΟΝΤΟΣ ΠΟΛΙΤΙΚΟΥ ΗΓΕΤΟΥ [49, 1331, 615, 1390]
section-heading: ΚΑΙ ΕΙΣ ΤΗΝ ΠΑΦΟΝ [1023, 1187, 1121, 1199]
divider [47, 1947, 617, 1949]
fobos-signature: ΡΕΞ ΤΟΜΑΣ [738, 384, 793, 395]
agora-headline: Η ΕΙΣΔΟΧΗ ΤΗΣ ΑΓΓΛΙΑΣ ΕΙΣ ΤΗΝ ΚΟΙΝΗΝ ΑΓΟΡΑΝ ΕΠΑΥΣΕ ΝΑ ΕΙΝΑΙ ΕΠΙΚΑΙΡΟΝ ΘΕΜΑ [626, 54, 793, 88]
section-heading: ΑΡΘΡΟΝ ΤΩΝ «ΤΑΙΜΣ» [1383, 1108, 1493, 1118]
misthoi-text: ΛΟΝΔΙΝΟΝ, 6. (Ἀσσ. Πρές).— Ἀνεκοινώθη αὔξησις τῶν μισθῶν τῶν στρατιωτικῶν. [626, 982, 793, 1016]
divider [803, 1712, 1524, 1714]
gamos-text: ΛΟΥΚΕΡΝΗ, 6. (Ἀσσ. Πρές).— Ἡ πρώην σύζυγος τοῦ ἠθοποιοῦ συνῆψε δεύτερον γάμον. [626, 1049, 793, 1083]
lead-story-headline: ΘΡΙΑΜΒΕΥΤΙΚΗΝ ΕΠΙΚΡΑΤΗΣΙΝ ΤΟΥ ΚΕΝΤΡΟΥ ΕΠΙΒΕΒΑΙΟΥΝ ΤΑ ΚΑΤΑΦΘΑΝΟΝΤΑ ΜΗΝΥΜΑΤΑ ΕΞ ΟΛΩΝ ΤΩΝ ΠΕΡΙΦΕΡΕΙΩΝ ΤΗΣ ΧΩΡΑΣ [47, 54, 617, 180]
panama-text: ΟΥΑΣΙΓΚΤΩΝ, 6. (Ἀσσ. Πρές).— Ὁ συμβούλιον τοῦ Ὀργανισμοῦ τῶν Ἀμερικανικῶν Κρατῶν ἀνεκοίνωσεν ὅτι ἐσημειώθη πρόοδος εἰς τὰς συνομιλίας διὰ τὴν διώρυγα. [626, 219, 793, 276]
section-heading: ΨΕΥΔΗ ΚΑΙ ΚΑΚΟΠΙΣΤΙΑ [466, 1171, 584, 1183]
section-heading: Ο ΣΥΝΑΣΠΙΣΜΟΣ ΦΙΛΟΡΙΝΗΣ [457, 333, 595, 345]
section-heading: Η ΕΔΑ ΔΙΑΣΕΥΕΙ ΤΗΝ ΕΡΕ [463, 439, 588, 451]
afriki-headline: Η Ν. ΑΦΡΙΚΗ ΑΠΕΡΡΙΨΕ ΠΡΟΤΑΣΙΝ ΠΕΡΙ ΕΙΣΟΔΟΥ ΑΝΤΙΠΡΟΣΩΠΩΝ ΤΟΥ ΟΗΕ [643, 760, 777, 795]
section-heading: ΤΙ ΜΕΤΕΔΩΣΕ ΤΟ «ΡΟΥΤΕΡ» [458, 1433, 594, 1445]
section-heading: ΔΙΑΚΟΣΙΑ Η ΑΠΑΙΧΘΕΙΣΑ [1378, 492, 1498, 503]
makarios-headline: Ο ΜΑΚΑΡΙΟΣ ΘΑ ΜΕΤΑΒΗ ΕΙΣ ΤΑ ΗΝ. ΕΘΝΗ ΠΡΟΣ ΔΙΕΞΑΓΩΓΗΝ ΣΥΝΟΜΙΛΙΩΝ ΕΠΙ ΝΕΑΣ ΣΥΜΒΙΒΑΣΤΙΚΗΣ ΠΡΟΤΑΣΕΩΣ; [840, 54, 1487, 224]
career-text: ἐκ τῆς 1ης σελίδος τῆς ἐκτοπίσεώς του εἰς τὸν ἐγκέφαλον τοῦ συγκροτήματος. Ὁ ἐκλιπὼν ὑπῆρξε ἐπὶ σειρὰν ἐτῶν βουλευτὴς, ὑπουργὸς καὶ ἡγέτης τοῦ κόμματος, ἐργασθεὶς μετὰ ζήλου διὰ τὴν ἀναγέννησιν τῆς χώρας. Κατὰ τὸ ἔτος 1946 ἐξελέγη βουλευτὴς καὶ ἀνέλαβε σειρὰν ὑπουργείων. [47, 1407, 230, 1498]
makarios-subhead-block [803, 228, 1524, 321]
lead-story-subhead: Πανικόβλητοι οι παράγοντες τής ΕΡΕ ζητούν ἀπὸ τὸν φυγάδα ἀρχηγόν των νὰ τοὺς ἐνισχύσῃ διὰ διαγγέλματος [47, 182, 617, 270]
prices-headline: Οχι μόνον δὲν παρουσίασαν αὔξησιν ἀλλ᾽ ἀντιθέτως ὑπεχώρησαν αἱ τιμαὶ βασικῶν εἰδῶν διατροφῆς [64, 923, 600, 1042]
section-heading: ΤΟ ΣΥΜΒΟΥΛΙΟΝ ΑΣΦΑΛΕΙΑΣ [1184, 1122, 1326, 1134]
prices-text: ΑΘΗΝΑΙ, 6.— Ὁ τιμάριθμος Ἰανουαρίου, ἐπὶ πλέον τῶν ἐμπορευμάτων κατὰ τὰς ἐπίσημους στατιστικάς τῆς Ὑπηρεσίας, παρέμεινεν εἰς τὸ αὐτὸ ἐπίπεδον ἢ καὶ ὑπεχώρησεν ἐν σχέσει πρὸς τὸν προηγούμενον μῆνα Δεκέμβριον 1963. Ἀναλυτικῶς, ὁ δείκτης τῶν τιμῶν τῶν βασικῶν εἰδῶν διατροφῆς παρέμεινεν σταθερὸς, ἐνῷ ἡ ΕΡΕ προσεπάθησε νὰ ἐνσπείρῃ ἀνησυχίας. [47, 1145, 423, 1213]
